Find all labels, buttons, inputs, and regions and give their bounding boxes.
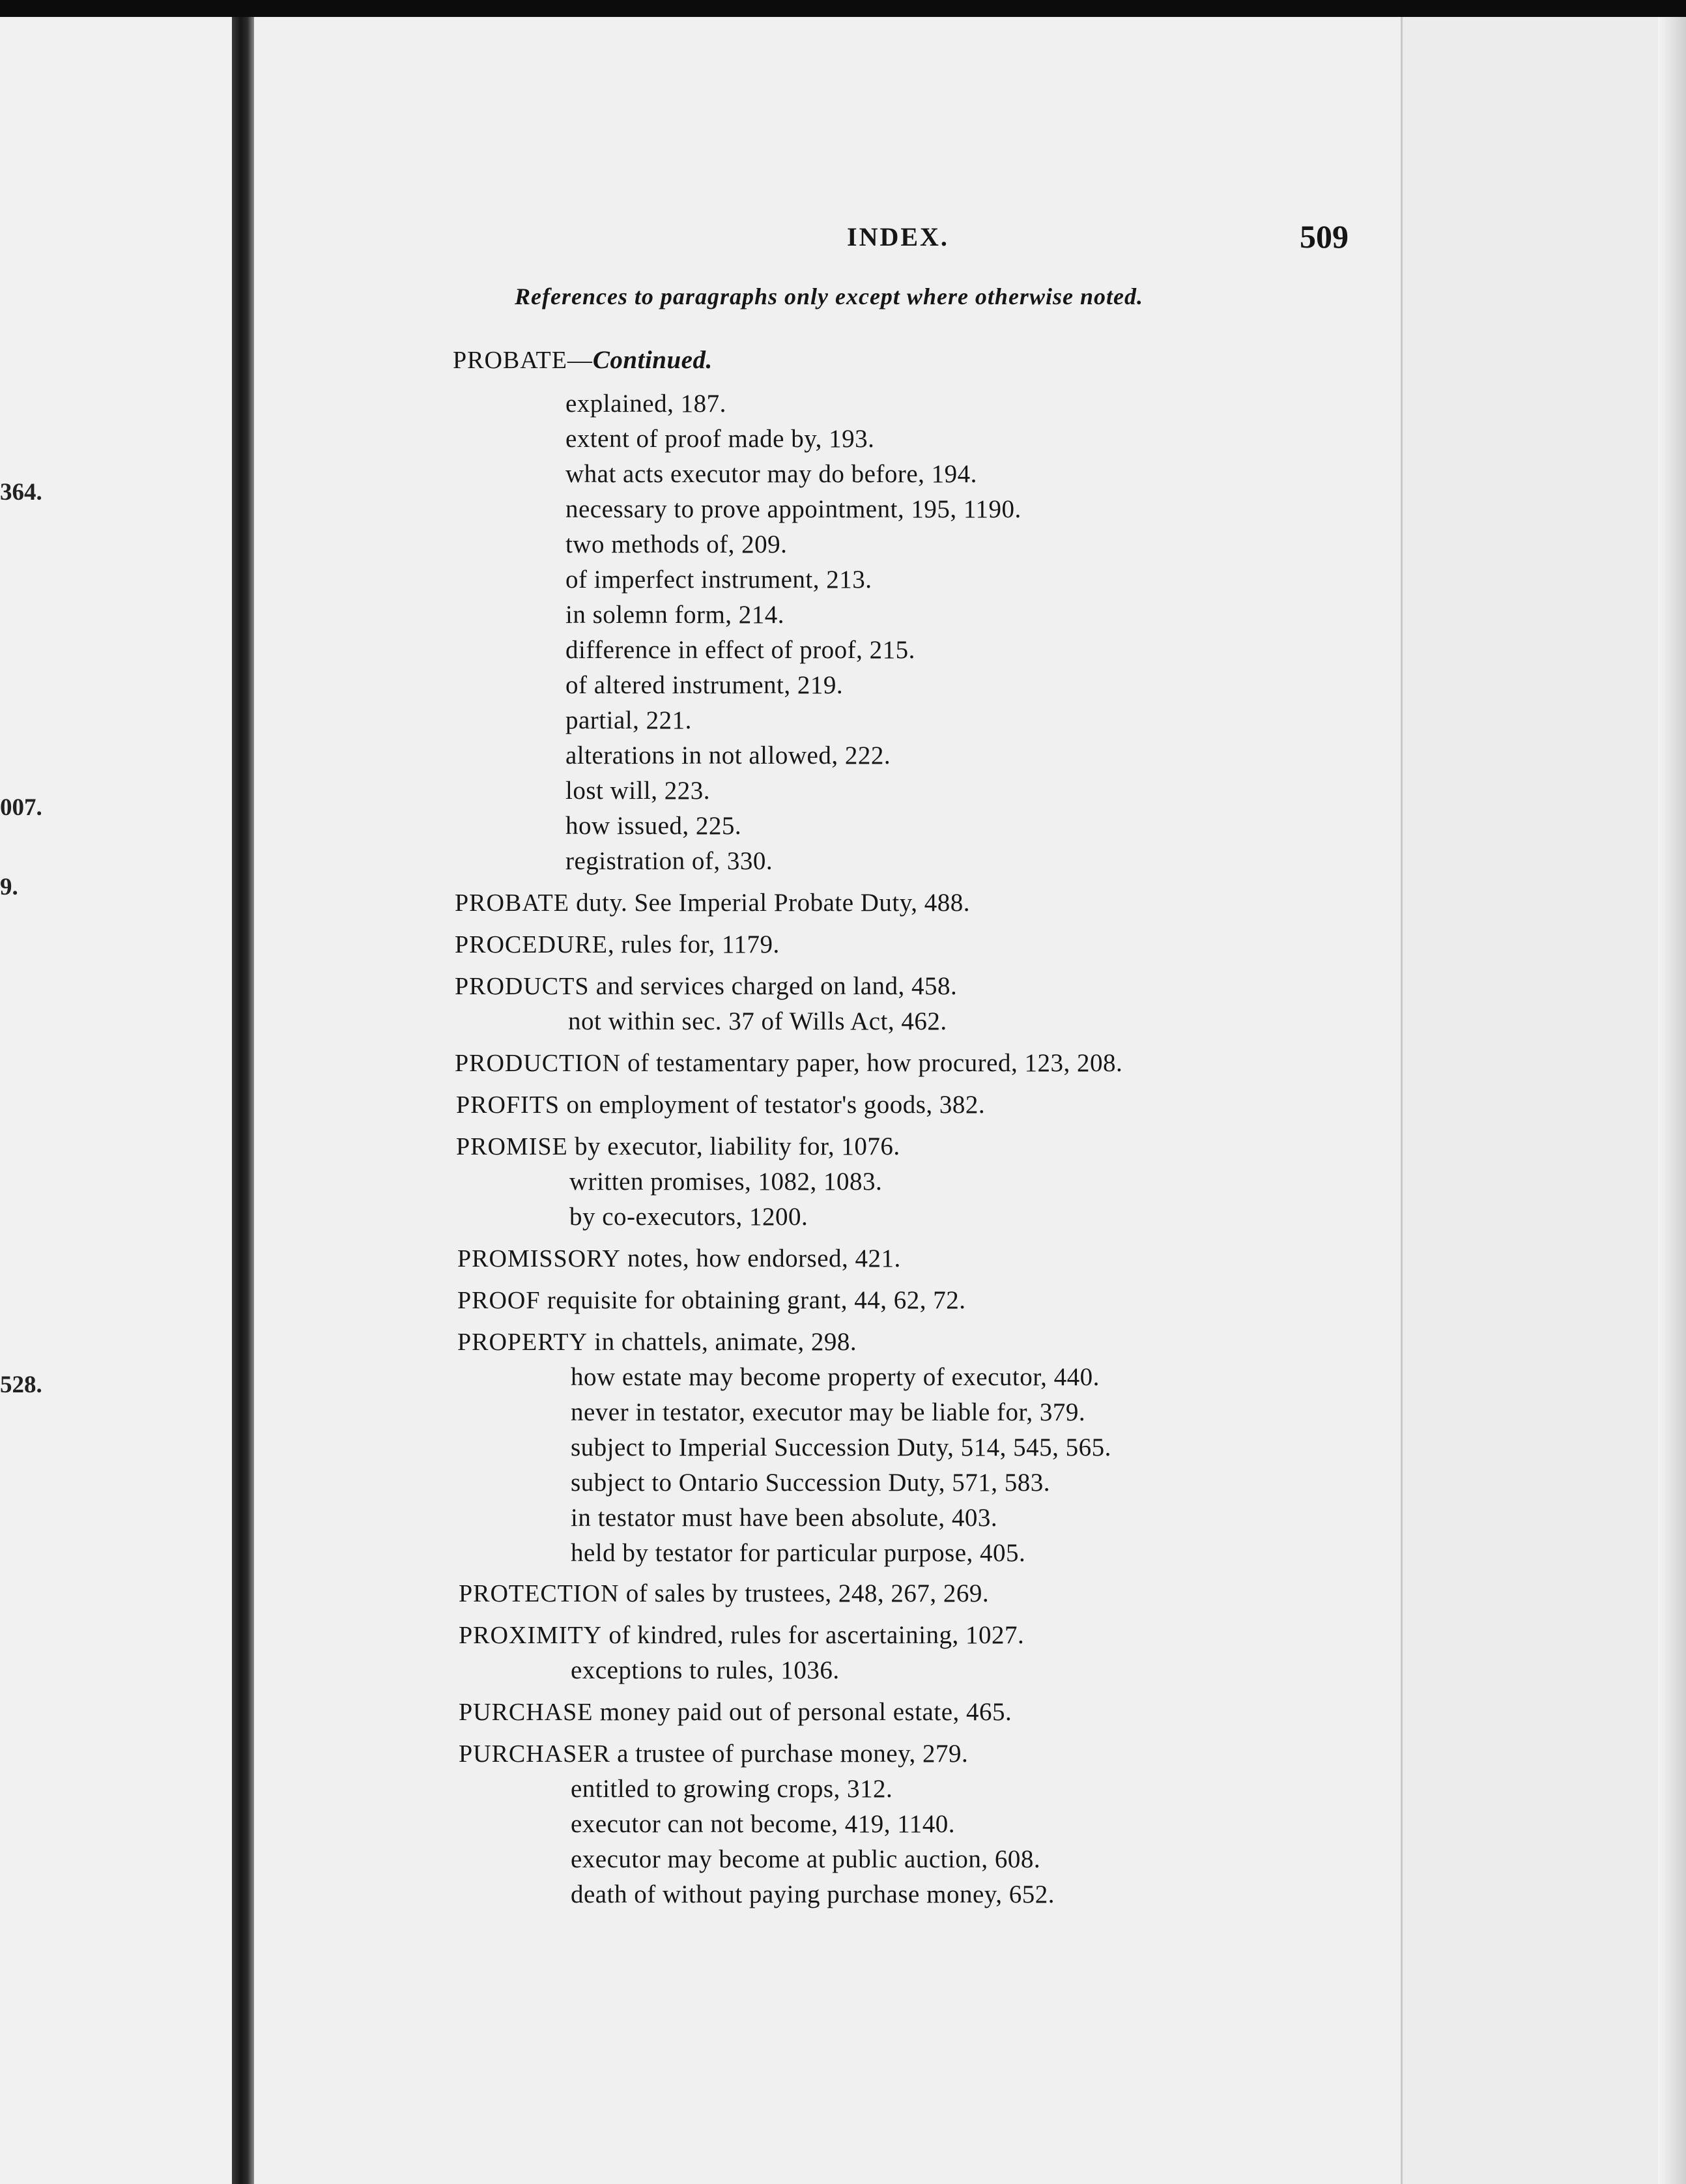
index-entry: [459, 1579, 989, 1608]
index-subentry: executor may become at public auction, 608.: [571, 1845, 1041, 1873]
entry-heading: PROCEDURE: [455, 931, 608, 958]
index-entry: [459, 1697, 1012, 1727]
index-entry: [459, 1620, 1024, 1650]
index-subentry: necessary to prove appointment, 195, 1190.: [565, 495, 1022, 523]
index-subentry: how estate may become property of executor, 440.: [571, 1363, 1100, 1391]
index-subentry: subject to Imperial Succession Duty, 514, 545, 565.: [571, 1433, 1111, 1461]
index-subentry: of imperfect instrument, 213.: [565, 566, 872, 594]
left-page-fragment: 007.: [0, 794, 42, 821]
index-entry: [457, 1286, 965, 1315]
entry-heading: PROFITS: [456, 1091, 560, 1119]
index-entry: [455, 1048, 1122, 1078]
entry-heading: PRODUCTION: [455, 1050, 621, 1077]
page-number: 509: [1300, 218, 1349, 255]
book-gutter: [232, 17, 254, 2184]
entry-text: notes, how endorsed, 421.: [620, 1244, 901, 1272]
left-page-fragment: 364.: [0, 479, 42, 506]
entry-heading: PRODUCTS: [455, 973, 590, 1000]
scan-top-border: [0, 0, 1686, 17]
index-subentry: how issued, 225.: [565, 812, 742, 840]
left-page-fragment: 9.: [0, 874, 18, 900]
index-subentry: alterations in not allowed, 222.: [565, 741, 891, 769]
index-entry: [455, 930, 780, 959]
page-edge-shadow: [1658, 17, 1686, 2184]
index-entry: [456, 1132, 900, 1161]
index-subentry: of altered instrument, 219.: [565, 671, 844, 699]
entry-heading: PROMISE: [456, 1133, 568, 1160]
reference-note: References to paragraphs only except where otherwise noted.: [515, 283, 1143, 309]
index-entry: [455, 888, 970, 917]
index-subentry: not within sec. 37 of Wills Act, 462.: [568, 1007, 947, 1035]
index-entry: [455, 971, 957, 1001]
left-page-fragment: 528.: [0, 1372, 42, 1398]
index-subentry: partial, 221.: [565, 706, 692, 734]
entry-text: and services charged on land, 458.: [589, 972, 958, 1000]
entry-text: of testamentary paper, how procured, 123, 208.: [620, 1049, 1123, 1077]
entry-text: duty. See Imperial Probate Duty, 488.: [569, 889, 970, 917]
index-subentry: written promises, 1082, 1083.: [569, 1168, 883, 1196]
index-subentry: never in testator, executor may be liable for, 379.: [571, 1398, 1086, 1426]
index-subentry: death of without paying purchase money, 652.: [571, 1880, 1055, 1908]
continued-label: Continued.: [592, 346, 713, 374]
index-subentry: what acts executor may do before, 194.: [565, 460, 977, 488]
index-subentry: two methods of, 209.: [565, 530, 788, 558]
index-subentry: executor can not become, 419, 1140.: [571, 1810, 956, 1838]
entry-text: by executor, liability for, 1076.: [567, 1132, 900, 1160]
index-entry: [453, 345, 713, 375]
entry-heading: PROMISSORY: [457, 1245, 621, 1272]
entry-heading: PURCHASER: [459, 1740, 610, 1768]
entry-heading: PROTECTION: [459, 1580, 620, 1607]
index-subentry: held by testator for particular purpose, 405.: [571, 1539, 1026, 1567]
entry-heading: PROOF: [457, 1287, 541, 1314]
entry-text: of sales by trustees, 248, 267, 269.: [619, 1579, 990, 1607]
entry-heading: PROBATE—: [453, 347, 593, 374]
index-subentry: by co-executors, 1200.: [569, 1203, 808, 1231]
index-entry: [456, 1090, 985, 1119]
index-subentry: entitled to growing crops, 312.: [571, 1775, 893, 1803]
entry-text: requisite for obtaining grant, 44, 62, 72.: [540, 1286, 966, 1314]
entry-heading: PURCHASE: [459, 1699, 593, 1726]
index-subentry: explained, 187.: [565, 390, 726, 418]
running-title: INDEX.: [847, 222, 949, 251]
entry-text: in chattels, animate, 298.: [588, 1328, 857, 1356]
index-entry: [457, 1327, 857, 1357]
entry-heading: PROPERTY: [457, 1329, 588, 1356]
index-entry: [457, 1244, 901, 1273]
facing-page-right: [1401, 17, 1686, 2184]
entry-text: of kindred, rules for ascertaining, 1027.: [602, 1621, 1025, 1649]
index-subentry: difference in effect of proof, 215.: [565, 636, 915, 664]
entry-text: money paid out of personal estate, 465.: [593, 1698, 1012, 1726]
index-subentry: exceptions to rules, 1036.: [571, 1656, 840, 1684]
index-subentry: extent of proof made by, 193.: [565, 425, 875, 453]
index-subentry: subject to Ontario Succession Duty, 571, 583.: [571, 1469, 1050, 1497]
entry-text: on employment of testator's goods, 382.: [560, 1091, 986, 1119]
index-subentry: registration of, 330.: [565, 847, 773, 875]
index-subentry: in solemn form, 214.: [565, 601, 785, 629]
entry-text: a trustee of purchase money, 279.: [610, 1740, 969, 1768]
entry-heading: PROXIMITY: [459, 1622, 603, 1649]
index-subentry: lost will, 223.: [565, 777, 711, 805]
facing-page-left: [0, 17, 232, 2184]
entry-heading: PROBATE: [455, 889, 569, 917]
entry-text: , rules for, 1179.: [607, 930, 780, 958]
index-subentry: in testator must have been absolute, 403.: [571, 1504, 998, 1532]
index-entry: [459, 1739, 968, 1768]
